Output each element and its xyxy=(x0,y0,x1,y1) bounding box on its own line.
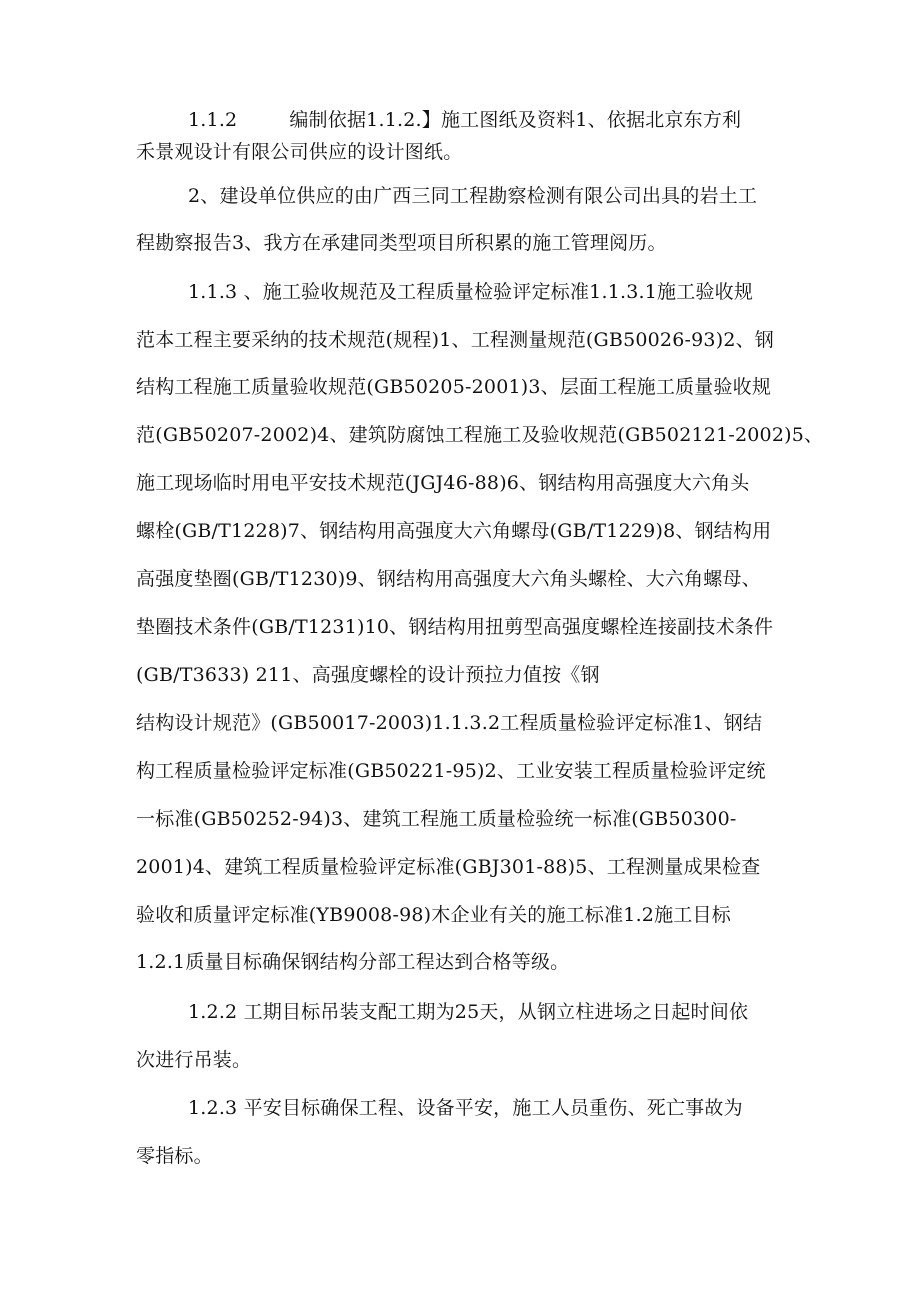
paragraph-line-9: 施工现场临时用电平安技术规范(JGJ46-88)6、钢结构用高强度大六角头 xyxy=(136,472,750,494)
paragraph-line-8: 范(GB50207-2002)4、建筑防腐蚀工程施工及验收规范(GB502121-2002)5、 xyxy=(136,424,824,446)
paragraph-line-7: 结构工程施工质量验收规范(GB50205-2001)3、层面工程施工质量验收规 xyxy=(136,376,772,398)
paragraph-line-19: 1.2.1质量目标确保钢结构分部工程达到合格等级。 xyxy=(136,951,570,973)
paragraph-line-2: 禾景观设计有限公司供应的设计图纸。 xyxy=(136,141,463,163)
paragraph-line-20: 1.2.2 工期目标吊装支配工期为25天，从钢立柱进场之日起时间依 xyxy=(188,1001,749,1023)
paragraph-line-18: 验收和质量评定标准(YB9008-98)木企业有关的施工标准1.2施工目标 xyxy=(136,904,731,926)
paragraph-line-5: 1.1.3 、施工验收规范及工程质量检验评定标准1.1.3.1施工验收规 xyxy=(188,281,754,303)
paragraph-line-10: 螺栓(GB/T1228)7、钢结构用高强度大六角螺母(GB/T1229)8、钢结构用 xyxy=(136,520,772,542)
paragraph-line-3: 2、建设单位供应的由广西三同工程勘察检测有限公司出具的岩土工 xyxy=(188,185,758,207)
paragraph-line-22: 1.2.3 平安目标确保工程、设备平安，施工人员重伤、死亡事故为 xyxy=(188,1097,743,1119)
paragraph-line-11: 高强度垫圈(GB/T1230)9、钢结构用高强度大六角头螺栓、大六角螺母、 xyxy=(136,568,761,590)
paragraph-line-15: 构工程质量检验评定标准(GB50221-95)2、工业安装工程质量检验评定统 xyxy=(136,760,766,782)
paragraph-line-23: 零指标。 xyxy=(136,1145,213,1167)
section-number: 1.1.2 xyxy=(188,109,238,131)
paragraph-line-14: 结构设计规范》(GB50017-2003)1.1.3.2工程质量检验评定标准1、钢结 xyxy=(136,712,763,734)
paragraph-line-13: (GB/T3633) 211、高强度螺栓的设计预拉力值按《钢 xyxy=(136,664,600,686)
paragraph-line-17: 2001)4、建筑工程质量检验评定标准(GBJ301-88)5、工程测量成果检查 xyxy=(136,856,761,878)
paragraph-line-21: 次进行吊装。 xyxy=(136,1049,252,1071)
paragraph-line-6: 范本工程主要采纳的技术规范(规程)1、工程测量规范(GB50026-93)2、钢 xyxy=(136,329,775,351)
paragraph-line-4: 程勘察报告3、我方在承建同类型项目所积累的施工管理阅历。 xyxy=(136,232,667,254)
section-text: 编制依据1.1.2.】施工图纸及资料1、依据北京东方利 xyxy=(289,109,742,131)
paragraph-line-1 xyxy=(188,108,741,132)
paragraph-line-12: 垫圈技术条件(GB/T1231)10、钢结构用扭剪型高强度螺栓连接副技术条件 xyxy=(136,616,774,638)
paragraph-line-16: 一标准(GB50252-94)3、建筑工程施工质量检验统一标准(GB50300- xyxy=(136,808,737,830)
